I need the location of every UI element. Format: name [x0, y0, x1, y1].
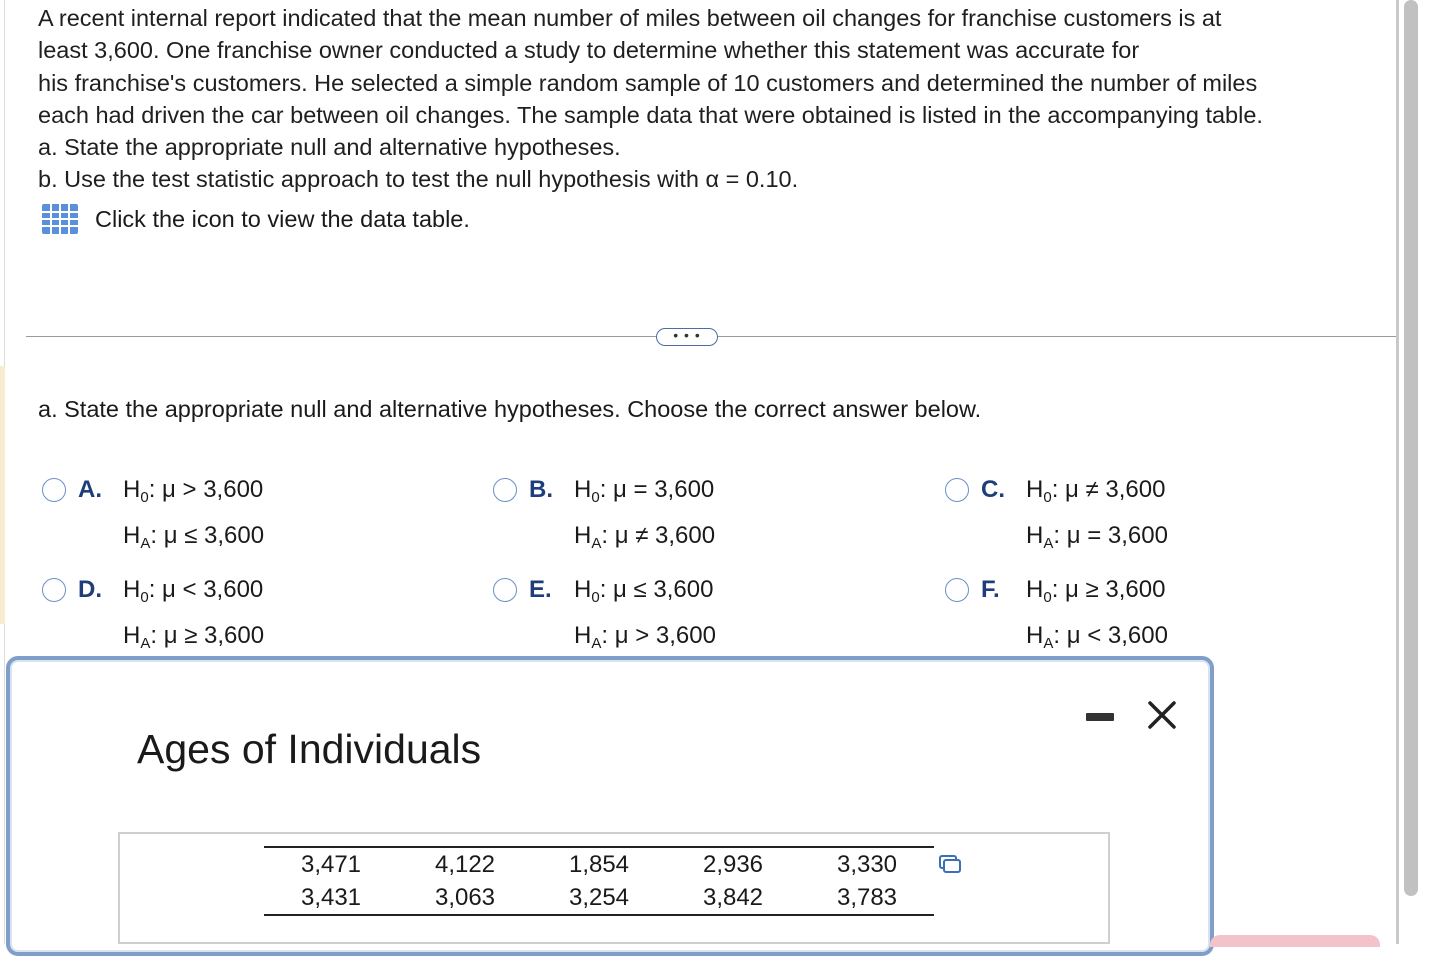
question-line: a. State the appropriate null and alternative hypotheses.: [38, 134, 621, 161]
scrollbar-thumb[interactable]: [1404, 0, 1418, 896]
data-table-link-text[interactable]: Click the icon to view the data table.: [95, 205, 470, 232]
radio-button[interactable]: [945, 578, 969, 602]
hypotheses: $H_0$: μ > 3,600 $H_A$: μ ≤ 3,600: [123, 476, 265, 552]
dialog-title: Ages of Individuals: [137, 726, 482, 772]
table-cell: 4,122: [434, 850, 496, 878]
radio-button[interactable]: [42, 578, 66, 602]
null-hypothesis: : μ ≠ 3,600: [1051, 476, 1166, 503]
question-line: least 3,600. One franchise owner conducted a study to determine whether this statement was accurate for: [38, 37, 1140, 64]
alt-hypothesis: : μ = 3,600: [1053, 522, 1168, 549]
table-cell: 3,471: [300, 850, 362, 878]
data-table: [264, 846, 934, 916]
question-line: his franchise's customers. He selected a simple random sample of 10 customers and determined the number of miles: [38, 69, 1258, 96]
option-letter: D.: [78, 576, 102, 603]
question-line: b. Use the test statistic approach to test the null hypothesis with α = 0.10.: [38, 166, 799, 193]
table-row: [264, 848, 934, 881]
option-c[interactable]: [945, 474, 1168, 563]
hypotheses: $H_0$: μ = 3,600 $H_A$: μ ≠ 3,600: [574, 476, 716, 552]
null-hypothesis: : μ ≥ 3,600: [1051, 576, 1166, 603]
null-hypothesis: : μ > 3,600: [148, 476, 264, 503]
question-line: A recent internal report indicated that the mean number of miles between oil changes for franchise customers is at: [38, 5, 1222, 31]
table-cell: 2,936: [702, 850, 764, 878]
alt-hypothesis: : μ > 3,600: [601, 622, 716, 649]
table-row: [264, 881, 934, 914]
option-letter: C.: [981, 476, 1005, 503]
part-a-prompt: a. State the appropriate null and alternative hypotheses. Choose the correct answer below.: [38, 396, 982, 422]
table-cell: 1,854: [568, 850, 630, 878]
hypotheses: $H_0$: μ ≥ 3,600 $H_A$: μ < 3,600: [1026, 576, 1168, 652]
minimize-button[interactable]: [1086, 713, 1114, 721]
alt-hypothesis: : μ ≥ 3,600: [150, 622, 265, 649]
null-hypothesis: : μ < 3,600: [148, 576, 264, 603]
left-highlight-tab: [0, 366, 5, 624]
option-f[interactable]: [945, 574, 1168, 663]
hypotheses: $H_0$: μ < 3,600 $H_A$: μ ≥ 3,600: [123, 576, 265, 652]
data-table-icon[interactable]: [41, 203, 79, 235]
null-hypothesis: : μ = 3,600: [599, 476, 715, 503]
radio-button[interactable]: [493, 578, 517, 602]
radio-button[interactable]: [945, 478, 969, 502]
option-b[interactable]: [493, 474, 715, 563]
table-cell: 3,431: [300, 883, 362, 911]
alt-hypothesis: : μ ≠ 3,600: [601, 522, 716, 549]
table-cell: 3,254: [568, 883, 630, 911]
table-cell: 3,330: [836, 850, 898, 878]
option-d[interactable]: [42, 574, 264, 663]
expand-more-button[interactable]: [656, 328, 718, 346]
null-hypothesis: : μ ≤ 3,600: [599, 576, 714, 603]
hypotheses: $H_0$: μ ≤ 3,600 $H_A$: μ > 3,600: [574, 576, 716, 652]
radio-button[interactable]: [42, 478, 66, 502]
data-table-link[interactable]: [41, 203, 470, 235]
option-a[interactable]: [42, 474, 264, 563]
option-letter: F.: [981, 576, 1000, 603]
table-cell: 3,063: [434, 883, 496, 911]
table-container: [118, 832, 1110, 944]
table-cell: 3,783: [836, 883, 898, 911]
data-table-dialog: [6, 656, 1214, 956]
table-cell: 3,842: [702, 883, 764, 911]
option-letter: E.: [529, 576, 552, 603]
question-text: [38, 2, 1398, 196]
question-line: each had driven the car between oil changes. The sample data that were obtained is listed in the accompanying table.: [38, 101, 1263, 128]
alt-hypothesis: : μ ≤ 3,600: [150, 522, 265, 549]
close-icon[interactable]: [1144, 697, 1180, 733]
copy-icon[interactable]: [938, 852, 962, 876]
option-e[interactable]: [493, 574, 716, 663]
option-letter: B.: [529, 476, 553, 503]
hypotheses: $H_0$: μ ≠ 3,600 $H_A$: μ = 3,600: [1026, 476, 1168, 552]
option-letter: A.: [78, 476, 102, 503]
partial-button[interactable]: [1210, 935, 1380, 947]
alt-hypothesis: : μ < 3,600: [1053, 622, 1168, 649]
ellipsis-icon: • • •: [673, 327, 701, 343]
radio-button[interactable]: [493, 478, 517, 502]
